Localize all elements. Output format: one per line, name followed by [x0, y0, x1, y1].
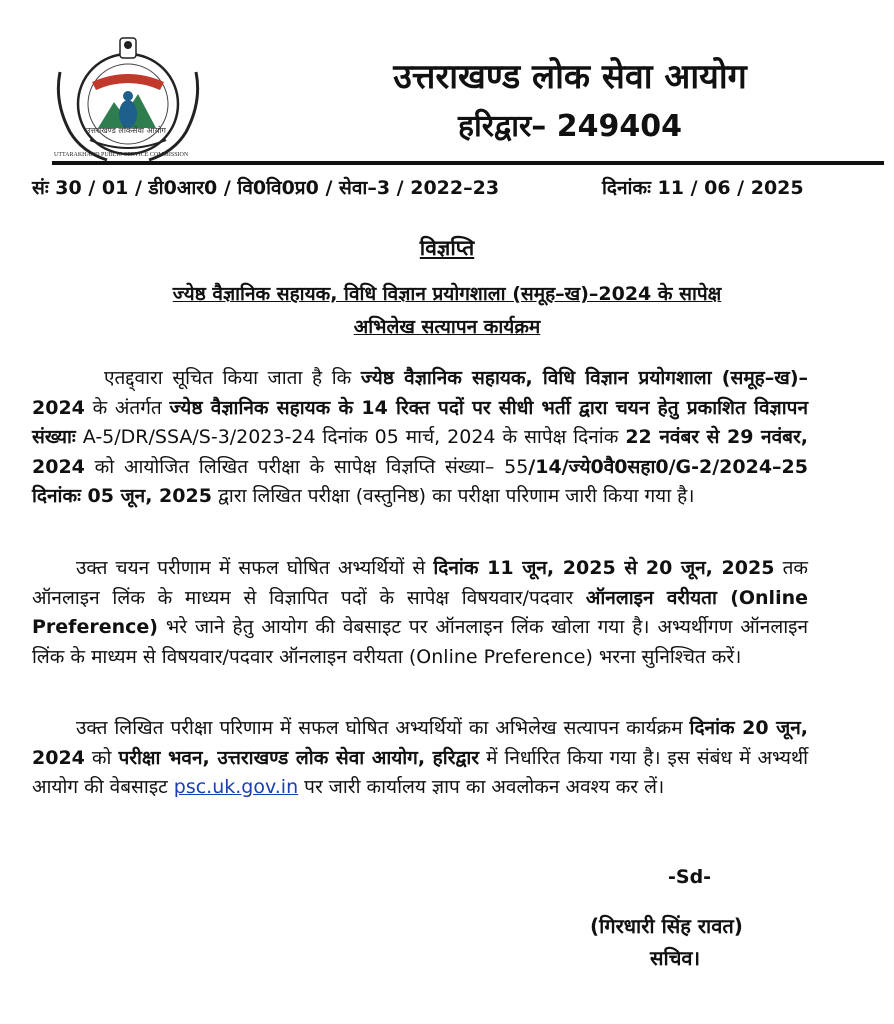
paragraph-3 — [32, 714, 808, 803]
p3-bold-date: दिनांक 20 जून, 2024 — [32, 717, 808, 769]
p2-text-3: भरे जाने हेतु आयोग की वेबसाइट पर ऑनलाइन लिंक खोला गया है। अभ्यर्थीगण ऑनलाइन लिंक के माध्यम से विषयवार/पदवार ऑनलाइन वरीयता (Online Preference) भरना सुनिश्चित करें। — [32, 616, 808, 668]
p3-text-2: को — [84, 746, 119, 769]
org-city-pin: हरिद्वार– 249404 — [458, 109, 682, 144]
commission-logo — [52, 32, 204, 170]
logo-ring-text: उत्तराखण्ड लोकसेवा आयोग — [86, 126, 166, 135]
header-divider — [52, 161, 884, 165]
reference-date: दिनांकः 11 / 06 / 2025 — [602, 177, 804, 199]
p2-bold-preference: ऑनलाइन वरीयता (Online Preference) — [32, 586, 808, 638]
paragraph-2 — [32, 554, 808, 672]
signature-sd: -Sd- — [668, 866, 712, 888]
logo-caption: UTTARAKHAND PUBLIC SERVICE COMMISSION — [54, 152, 189, 158]
website-link[interactable]: psc.uk.gov.in — [173, 776, 299, 798]
p3-text-3: में निर्धारित किया गया है। इस संबंध में अभ्यर्थी आयोग की वेबसाइट — [32, 746, 809, 798]
p2-bold-dates: दिनांक 11 जून, 2025 से 20 जून, 2025 — [433, 557, 775, 579]
p1-bold-notice-ref: /14/ज्ये0वै0सहा0/G-2/2024–25 दिनांकः 05 जून, 2025 — [32, 455, 808, 507]
org-name: उत्तराखण्ड लोक सेवा आयोग — [393, 57, 747, 97]
notice-heading: विज्ञप्ति — [419, 236, 475, 260]
signer-name: (गिरधारी सिंह रावत) — [590, 914, 743, 938]
p1-bold-exam-dates: 22 नवंबर से 29 नवंबर, 2024 — [32, 426, 808, 478]
p1-text-1: एतद्द्वारा सूचित किया जाता है कि — [104, 367, 361, 389]
p2-text-1: उक्त चयन परीणाम में सफल घोषित अभ्यर्थियों से — [76, 557, 434, 579]
p1-bold-post: ज्येष्ठ वैज्ञानिक सहायक, विधि विज्ञान प्रयोगशाला (समूह–ख)–2024 — [32, 367, 808, 419]
p2-text-2: तक ऑनलाइन लिंक के माध्यम से विज्ञापित पदों के सापेक्ष विषयवार/पदवार — [32, 557, 808, 609]
paragraph-1 — [32, 364, 808, 512]
p1-text-2: के अंतर्गत — [84, 396, 170, 419]
p3-text-4: पर जारी कार्यालय ज्ञाप का अवलोकन अवश्य कर लें। — [298, 776, 665, 798]
p3-text-1: उक्त लिखित परीक्षा परिणाम में सफल घोषित अभ्यर्थियों का अभिलेख सत्यापन कार्यक्रम — [76, 717, 690, 739]
emblem-icon — [52, 32, 204, 170]
notice-subject — [60, 278, 834, 344]
p1-text-4: को आयोजित लिखित परीक्षा के सापेक्ष विज्ञप्ति संख्या– 55 — [84, 455, 529, 478]
reference-number: संः 30 / 01 / डी0आर0 / वि0वि0प्र0 / सेवा–3 / 2022–23 — [32, 177, 500, 199]
subject-line-2: अभिलेख सत्यापन कार्यक्रम — [353, 316, 541, 338]
p1-text-3: A-5/DR/SSA/S-3/2023-24 दिनांक 05 मार्च, 2024 के सापेक्ष दिनांक — [75, 426, 626, 448]
p1-text-5: द्वारा लिखित परीक्षा (वस्तुनिष्ठ) का परीक्षा परिणाम जारी किया गया है। — [211, 485, 695, 507]
signer-title: सचिव। — [650, 946, 701, 970]
subject-line-1: ज्येष्ठ वैज्ञानिक सहायक, विधि विज्ञान प्रयोगशाला (समूह–ख)–2024 के सापेक्ष — [172, 283, 722, 305]
p1-bold-advert: ज्येष्ठ वैज्ञानिक सहायक के 14 रिक्त पदों पर सीधी भर्ती द्वारा चयन हेतु प्रकाशित विज्ञापन संख्याः — [32, 396, 808, 448]
p3-bold-venue: परीक्षा भवन, उत्तराखण्ड लोक सेवा आयोग, हरिद्वार — [118, 746, 480, 769]
